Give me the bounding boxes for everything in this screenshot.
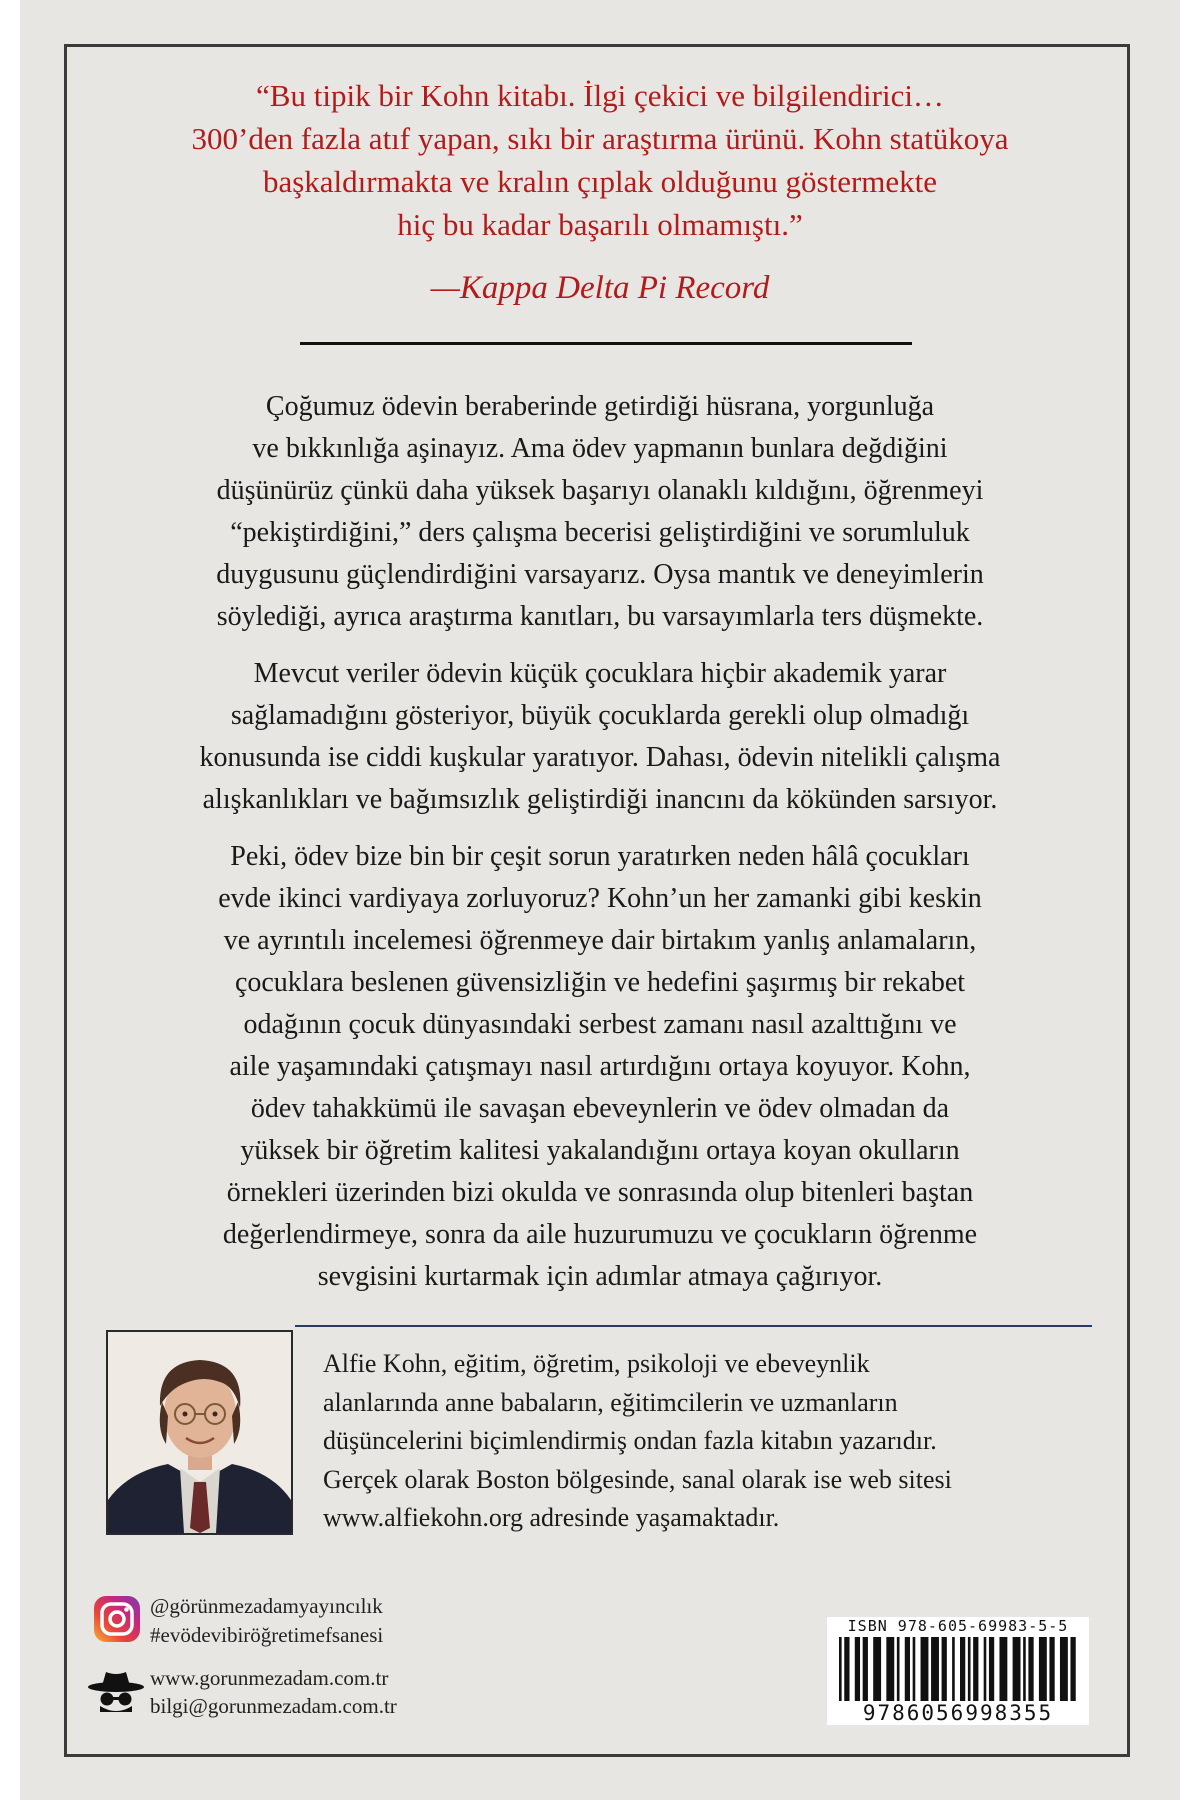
bio-divider xyxy=(295,1325,1092,1327)
paragraph-line: ödev tahakkümü ile savaşan ebeveynlerin ve ödev olmadan da xyxy=(250,1093,950,1124)
bio-line: alanlarında anne babaların, eğitimcilerin ve uzmanların xyxy=(323,1387,898,1417)
barcode-bar xyxy=(1060,1637,1068,1703)
blurb-paragraph xyxy=(90,386,1110,638)
barcode-bar xyxy=(905,1637,910,1703)
barcode-bar xyxy=(863,1637,868,1703)
barcode-bar xyxy=(968,1637,971,1703)
barcode-bar xyxy=(913,1637,916,1703)
paragraph-line: ve bıkkınlığa aşinayız. Ama ödev yapmanın bunlara değdiğini xyxy=(252,433,948,464)
barcode-bar xyxy=(942,1637,947,1703)
paragraph-line: duygusunu güçlendirdiğini varsayarız. Oysa mantık ve deneyimlerin xyxy=(216,559,984,590)
barcode-bar xyxy=(1039,1637,1047,1703)
barcode-bar xyxy=(973,1637,978,1703)
isbn-label: ISBN 978-605-69983-5-5 xyxy=(847,1617,1069,1635)
barcode-bar xyxy=(1013,1637,1021,1703)
paragraph-line: “pekiştirdiğini,” ders çalışma becerisi geliştirdiğini ve sorumluluk xyxy=(230,517,970,548)
barcode-bars xyxy=(839,1637,1081,1703)
paragraph-line: çocuklara beslenen güvensizliğin ve hedefini şaşırmış bir rekabet xyxy=(234,967,966,998)
hashtag: #evödevibiröğretimefsanesi xyxy=(150,1623,384,1647)
contact-info xyxy=(150,1664,397,1720)
paragraph-line: ve ayrıntılı incelemesi öğrenmeye dair birtakım yanlış anlamaların, xyxy=(223,925,977,956)
author-bio xyxy=(323,1345,1113,1538)
bio-line: www.alfiekohn.org adresinde yaşamaktadır. xyxy=(323,1503,780,1532)
instagram-handle[interactable]: @görünmezadamyayıncılık xyxy=(150,1594,383,1618)
paragraph-line: konusunda ise ciddi kuşkular yaratıyor. Dahası, ödevin nitelikli çalışma xyxy=(199,742,1001,773)
paragraph-line: sevgisini kurtarmak için adımlar atmaya çağırıyor. xyxy=(317,1261,883,1292)
bio-line: Alfie Kohn, eğitim, öğretim, psikoloji ve ebeveynlik xyxy=(323,1349,870,1378)
barcode-bar xyxy=(952,1637,955,1703)
paragraph-line: aile yaşamındaki çatışmayı nasıl artırdığını ortaya koyuyor. Kohn, xyxy=(229,1051,971,1082)
barcode-digits: 9786056998355 xyxy=(827,1701,1089,1725)
barcode-bar xyxy=(960,1637,965,1703)
paragraph-line: odağının çocuk dünyasındaki serbest zamanı nasıl azalttığını ve xyxy=(243,1009,957,1040)
divider-rule xyxy=(300,342,912,345)
paragraph-line: Peki, ödev bize bin bir çeşit sorun yaratırken neden hâlâ çocukları xyxy=(230,841,970,872)
isbn-barcode xyxy=(827,1617,1089,1724)
quote-line: başkaldırmakta ve kralın çıplak olduğunu göstermekte xyxy=(262,164,938,199)
blurb-paragraph xyxy=(90,836,1110,1298)
paragraph-line: Çoğumuz ödevin beraberinde getirdiği hüsrana, yorgunluğa xyxy=(265,391,935,422)
barcode-bar xyxy=(989,1637,994,1703)
barcode-bar xyxy=(839,1637,842,1703)
paragraph-line: söylediği, ayrıca araştırma kanıtları, bu varsayımlarla ters düşmekte. xyxy=(216,601,984,632)
blurb-paragraph xyxy=(90,653,1110,821)
paragraph-line: örnekleri üzerinden bizi okulda ve sonrasında olup bitenleri baştan xyxy=(226,1177,974,1208)
spy-icon xyxy=(86,1668,146,1714)
paragraph-line: düşünürüz çünkü daha yüksek başarıyı olanaklı kıldığını, öğrenmeyi xyxy=(216,475,984,506)
email-link[interactable]: bilgi@gorunmezadam.com.tr xyxy=(150,1694,397,1718)
bio-line: düşüncelerini biçimlendirmiş ondan fazla kitabın yazarıdır. xyxy=(323,1426,937,1455)
paragraph-line: evde ikinci vardiyaya zorluyoruz? Kohn’un her zamanki gibi keskin xyxy=(218,883,982,914)
quote-line: hiç bu kadar başarılı olmamıştı.” xyxy=(397,207,803,242)
barcode-bar xyxy=(873,1637,881,1703)
barcode-bar xyxy=(844,1637,849,1703)
barcode-bar xyxy=(1028,1637,1033,1703)
paragraph-line: yüksek bir öğretim kalitesi yakalandığını ortaya koyan okulların xyxy=(240,1135,960,1166)
barcode-bar xyxy=(984,1637,987,1703)
author-photo xyxy=(106,1330,293,1535)
instagram-icon xyxy=(93,1595,141,1643)
barcode-bar xyxy=(1070,1637,1075,1703)
barcode-bar xyxy=(897,1637,900,1703)
website-link[interactable]: www.gorunmezadam.com.tr xyxy=(150,1666,389,1690)
review-quote xyxy=(100,74,1100,246)
barcode-bar xyxy=(1049,1637,1054,1703)
paragraph-line: değerlendirmeye, sonra da aile huzurumuzu ve çocukların öğrenme xyxy=(222,1219,978,1250)
barcode-bar xyxy=(931,1637,939,1703)
paragraph-line: sağlamadığını gösteriyor, büyük çocuklarda gerekli olup olmadığı xyxy=(230,700,970,731)
barcode-bar xyxy=(855,1637,860,1703)
barcode-bar xyxy=(921,1637,929,1703)
quote-line: 300’den fazla atıf yapan, sıkı bir araştırma ürünü. Kohn statükoya xyxy=(191,121,1009,156)
barcode-bar xyxy=(1023,1637,1026,1703)
paragraph-line: Mevcut veriler ödevin küçük çocuklara hiçbir akademik yarar xyxy=(253,658,947,689)
quote-line: “Bu tipik bir Kohn kitabı. İlgi çekici ve bilgilendirici… xyxy=(256,78,944,113)
barcode-bar xyxy=(999,1637,1007,1703)
social-info xyxy=(150,1592,383,1650)
bio-line: Gerçek olarak Boston bölgesinde, sanal olarak ise web sitesi xyxy=(323,1464,952,1494)
barcode-bar xyxy=(886,1637,894,1703)
quote-attribution: —Kappa Delta Pi Record xyxy=(430,270,770,306)
paragraph-line: alışkanlıkları ve bağımsızlık geliştirdiği inancını da kökünden sarsıyor. xyxy=(202,784,998,815)
